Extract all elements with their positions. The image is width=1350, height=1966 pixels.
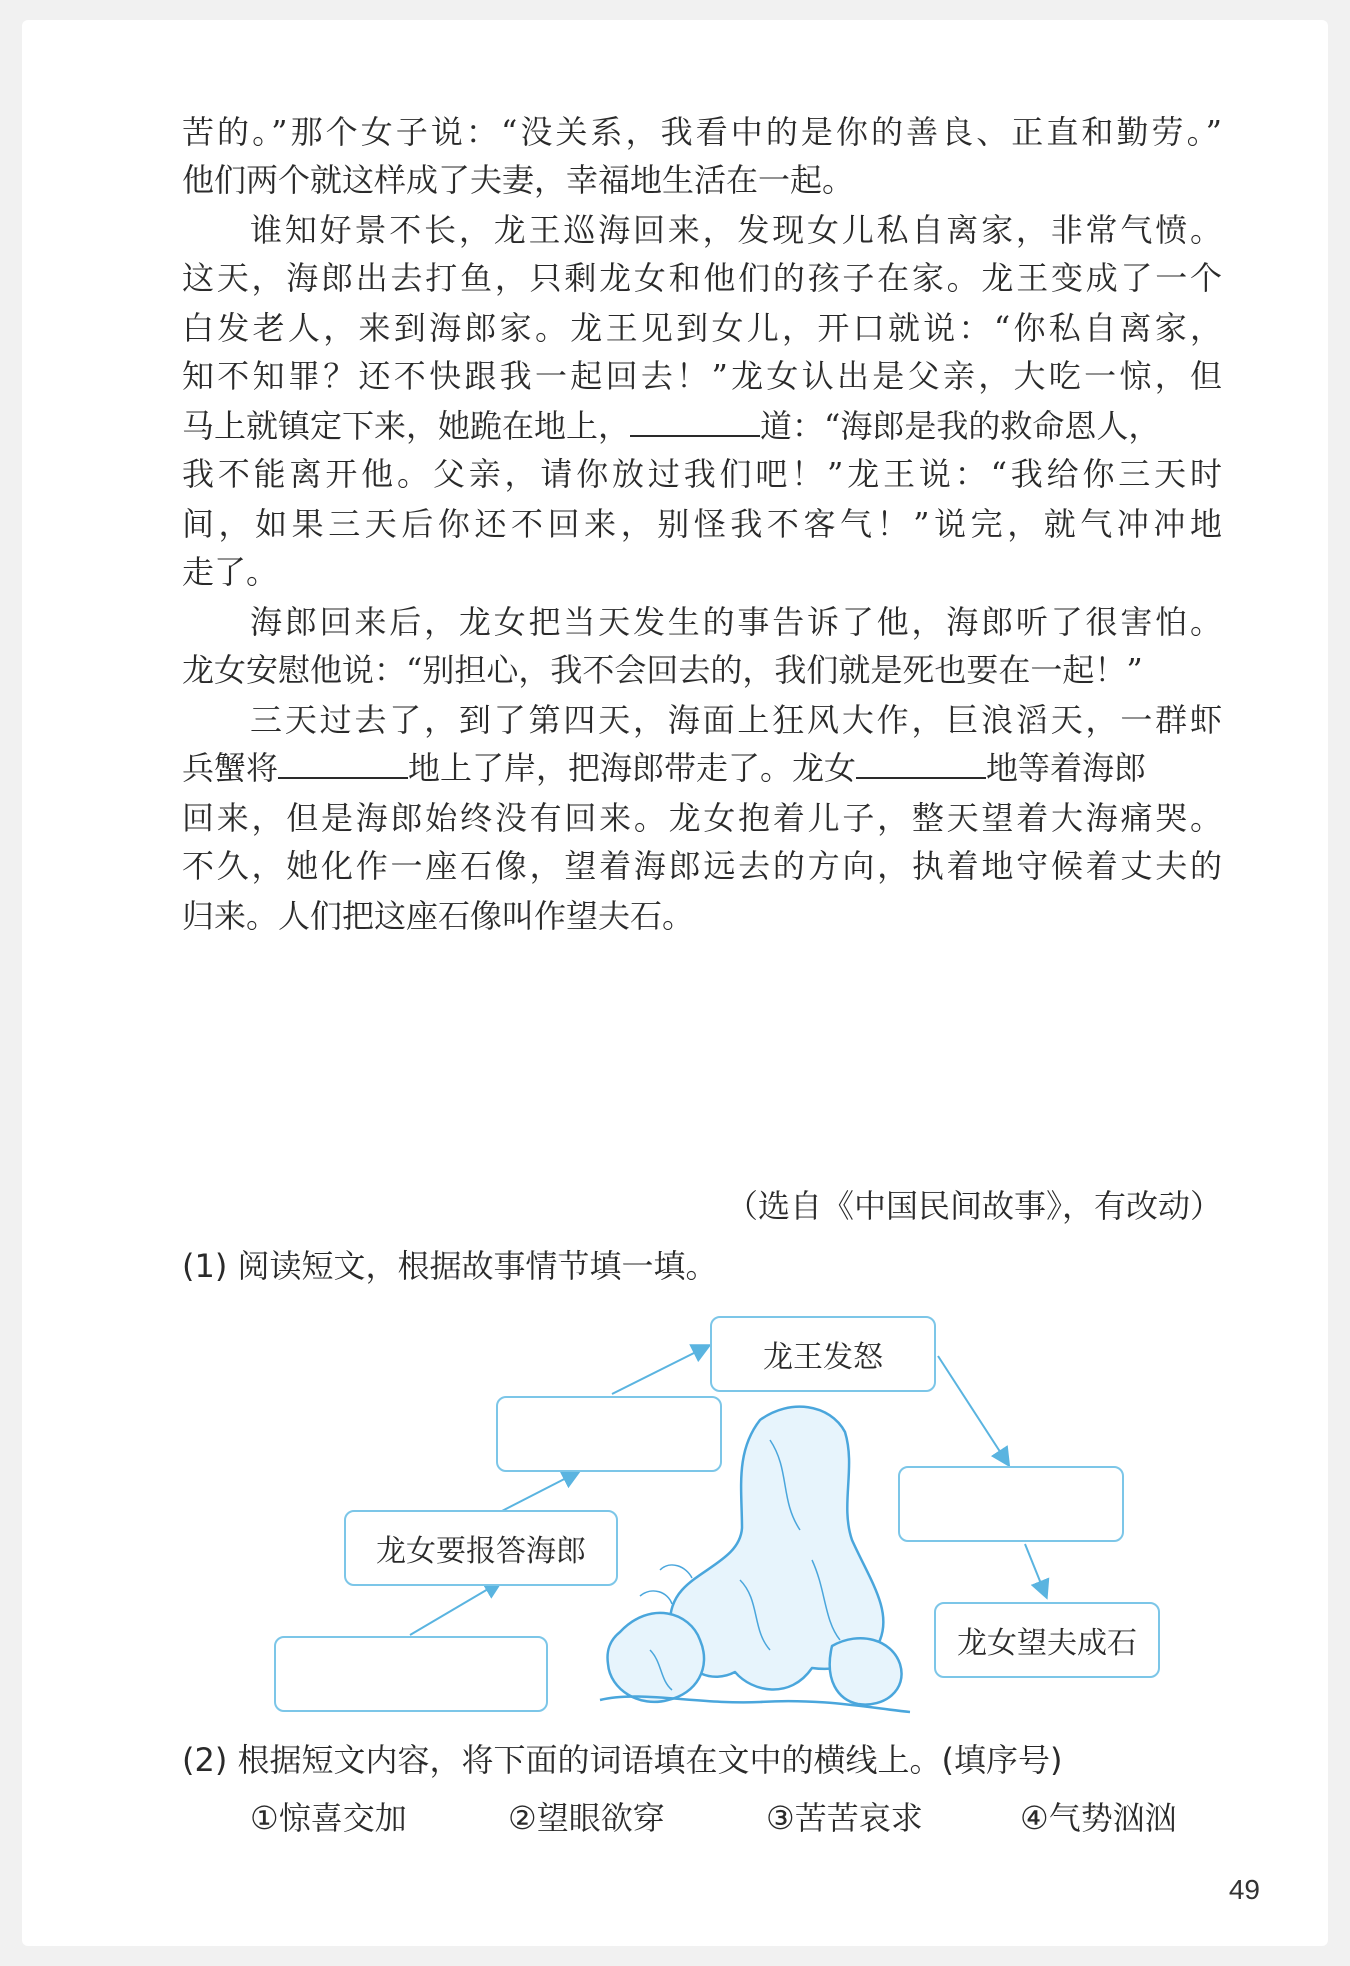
page-number: 49 (1228, 1874, 1260, 1905)
story-text: 兵蟹将 (182, 749, 279, 787)
story-line: 白发老人，来到海郎家。龙王见到女儿，开口就说：“你私自离家， (182, 309, 1222, 347)
story-text: 马上就镇定下来，她跪在地上， (182, 407, 631, 445)
story-text: 地上了岸，把海郎带走了。龙女 (408, 749, 857, 787)
story-line: 苦的。”那个女子说：“没关系，我看中的是你的善良、正直和勤劳。” (182, 113, 1222, 151)
option-1: ①惊喜交加 (250, 1799, 407, 1837)
story-line: 知不知罪？还不快跟我一起回去！”龙女认出是父亲，大吃一惊，但 (182, 357, 1222, 395)
story-line: 海郎回来后，龙女把当天发生的事告诉了他，海郎听了很害怕。 (250, 603, 1222, 641)
story-source: （选自《中国民间故事》，有改动） (725, 1187, 1222, 1225)
story-line: 三天过去了，到了第四天，海面上狂风大作，巨浪滔天，一群虾 (250, 701, 1222, 739)
plot-box-dragon-girl-repay: 龙女要报答海郎 (344, 1510, 618, 1586)
plot-box-dragon-king-angry: 龙王发怒 (710, 1316, 936, 1392)
arrow (1025, 1544, 1046, 1596)
story-line: 回来，但是海郎始终没有回来。龙女抱着儿子，整天望着大海痛哭。 (182, 799, 1222, 837)
story-line: 他们两个就这样成了夫妻，幸福地生活在一起。 (182, 161, 855, 199)
plot-box-blank-1[interactable] (274, 1636, 548, 1712)
story-line: 龙女安慰他说：“别担心，我不会回去的，我们就是死也要在一起！” (182, 651, 1143, 689)
option-2: ②望眼欲穿 (508, 1799, 665, 1837)
story-line: 归来。人们把这座石像叫作望夫石。 (182, 897, 695, 935)
story-line: 间，如果三天后你还不回来，别怪我不客气！”说完，就气冲冲地 (182, 505, 1222, 543)
story-text: 道：“海郎是我的救命恩人， (760, 407, 1161, 445)
story-line: 不久，她化作一座石像，望着海郎远去的方向，执着地守候着丈夫的 (182, 847, 1222, 885)
plot-box-dragon-girl-stone: 龙女望夫成石 (934, 1602, 1160, 1678)
story-line: 我不能离开他。父亲，请你放过我们吧！”龙王说：“我给你三天时 (182, 455, 1222, 493)
arrow (612, 1346, 708, 1394)
plot-box-blank-3[interactable] (898, 1466, 1124, 1542)
arrow (938, 1356, 1008, 1464)
story-line: 谁知好景不长，龙王巡海回来，发现女儿私自离家，非常气愤。 (250, 211, 1222, 249)
story-text: 地等着海郎 (986, 749, 1147, 787)
option-4: ④气势汹汹 (1020, 1799, 1177, 1837)
story-line: 这天，海郎出去打鱼，只剩龙女和他们的孩子在家。龙王变成了一个 (182, 259, 1222, 297)
arrow (410, 1582, 500, 1635)
plot-box-blank-2[interactable] (496, 1396, 722, 1472)
question-1-prompt: (1) 阅读短文，根据故事情节填一填。 (182, 1247, 718, 1285)
option-3: ③苦苦哀求 (766, 1799, 923, 1837)
question-2-prompt: (2) 根据短文内容，将下面的词语填在文中的横线上。(填序号) (182, 1741, 1063, 1779)
arrow (500, 1472, 578, 1512)
story-line: 走了。 (182, 553, 279, 591)
